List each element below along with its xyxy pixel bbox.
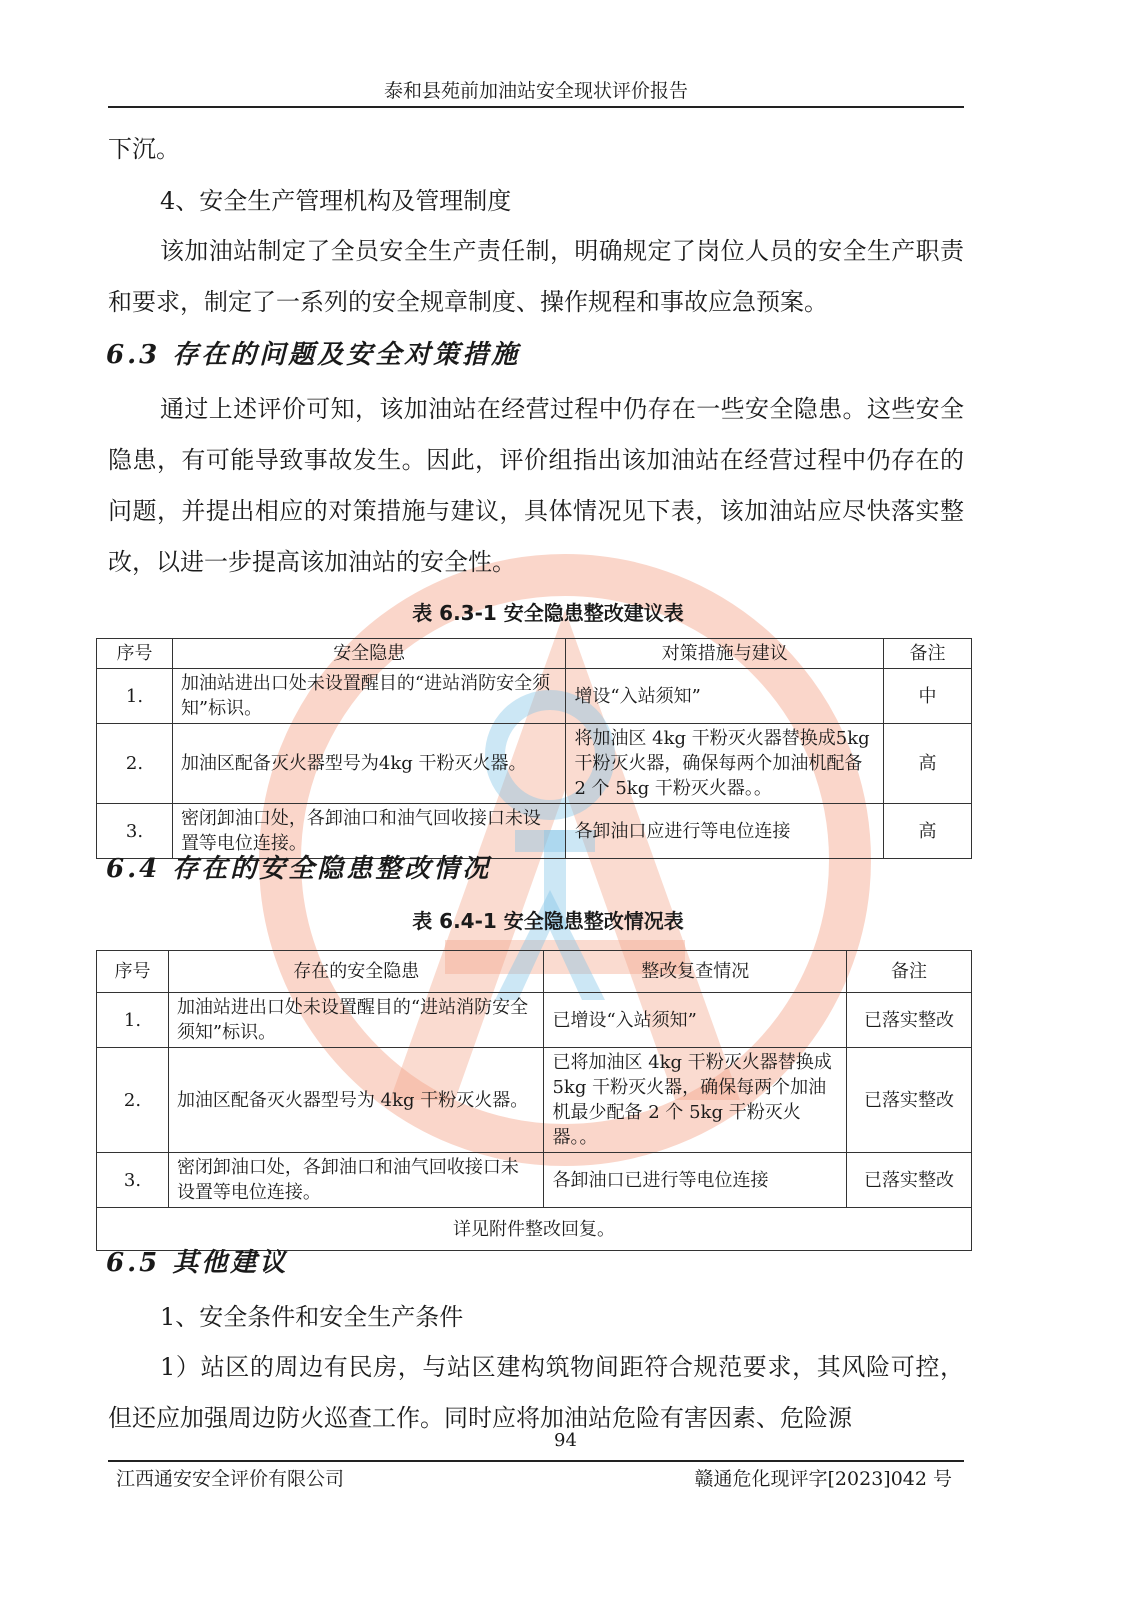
cell-note: 已落实整改 <box>847 1153 972 1208</box>
cell-note: 已落实整改 <box>847 993 972 1048</box>
table-header-row <box>97 951 972 993</box>
cell-note: 中 <box>884 669 972 724</box>
cell-review: 已将加油区 4kg 干粉灭火器替换成 5kg 干粉灭火器，确保每两个加油机最少配备 2 个 5kg 干粉灭火器。。 <box>544 1048 847 1153</box>
table-row <box>97 724 972 804</box>
paragraph-evaluation: 通过上述评价可知，该加油站在经营过程中仍存在一些安全隐患。这些安全隐患，有可能导致事故发生。因此，评价组指出该加油站在经营过程中仍存在的问题，并提出相应的对策措施与建议，具体情况见下表，该加油站应尽快落实整改，以进一步提高该加油站的安全性。 <box>108 395 964 576</box>
table2-caption: 表 6.4-1 安全隐患整改情况表 <box>412 909 684 933</box>
page-header: 泰和县苑前加油站安全现状评价报告 <box>108 76 964 108</box>
cell-index: 3. <box>97 1153 169 1208</box>
cell-hazard: 加油区配备灭火器型号为 4kg 干粉灭火器。 <box>168 1048 544 1153</box>
paragraph-continued: 下沉。 <box>108 135 180 163</box>
cell-note: 高 <box>884 804 972 859</box>
section-heading-6-5: 6.5 其他建议 <box>106 1248 289 1278</box>
cell-hazard: 密闭卸油口处，各卸油口和油气回收接口未设置等电位连接。 <box>168 1153 544 1208</box>
cell-measure: 各卸油口应进行等电位连接 <box>566 804 884 859</box>
cell-note: 高 <box>884 724 972 804</box>
table-row <box>97 993 972 1048</box>
cell-note: 已落实整改 <box>847 1048 972 1153</box>
table-row <box>97 1153 972 1208</box>
cell-hazard: 加油站进出口处未设置醒目的“进站消防安全须知”标识。 <box>172 669 566 724</box>
table-row <box>97 669 972 724</box>
table-row <box>97 1048 972 1153</box>
cell-hazard: 密闭卸油口处，各卸油口和油气回收接口未设置等电位连接。 <box>172 804 566 859</box>
paragraph-site-conditions: 1）站区的周边有民房，与站区建构筑物间距符合规范要求，其风险可控，但还应加强周边防火巡查工作。同时应将加油站危险有害因素、危险源 <box>108 1353 964 1432</box>
cell-index: 2. <box>97 1048 169 1153</box>
table-header-row <box>97 639 972 669</box>
cell-hazard: 加油站进出口处未设置醒目的“进站消防安全须知”标识。 <box>168 993 544 1048</box>
header-cell: 安全隐患 <box>172 639 566 669</box>
page-number: 94 <box>554 1430 577 1451</box>
header-cell: 整改复查情况 <box>544 951 847 993</box>
page-footer <box>108 1460 964 1492</box>
section-heading-6-3: 6.3 存在的问题及安全对策措施 <box>106 340 521 370</box>
cell-index: 1. <box>97 993 169 1048</box>
section-item-1: 1、安全条件和安全生产条件 <box>160 1303 464 1331</box>
footer-company: 江西通安安全评价有限公司 <box>116 1468 345 1490</box>
cell-hazard: 加油区配备灭火器型号为4kg 干粉灭火器。 <box>172 724 566 804</box>
cell-index: 1. <box>97 669 173 724</box>
header-cell: 存在的安全隐患 <box>168 951 544 993</box>
paragraph-management: 该加油站制定了全员安全生产责任制，明确规定了岗位人员的安全生产职责和要求，制定了一系列的安全规章制度、操作规程和事故应急预案。 <box>108 237 964 316</box>
cell-review: 已增设“入站须知” <box>544 993 847 1048</box>
footer-doc-number: 赣通危化现评字[2023]042 号 <box>694 1468 952 1490</box>
section-item-4: 4、安全生产管理机构及管理制度 <box>160 187 512 215</box>
table1-caption: 表 6.3-1 安全隐患整改建议表 <box>412 601 684 625</box>
section-heading-6-4: 6.4 存在的安全隐患整改情况 <box>106 854 492 884</box>
cell-review: 各卸油口已进行等电位连接 <box>544 1153 847 1208</box>
cell-index: 3. <box>97 804 173 859</box>
header-cell: 序号 <box>97 951 169 993</box>
cell-measure: 增设“入站须知” <box>566 669 884 724</box>
cell-index: 2. <box>97 724 173 804</box>
header-cell: 序号 <box>97 639 173 669</box>
cell-measure: 将加油区 4kg 干粉灭火器替换成5kg 干粉灭火器，确保每两个加油机配备 2 个 5kg 干粉灭火器。。 <box>566 724 884 804</box>
table-rectification-suggestions <box>96 638 972 859</box>
header-cell: 对策措施与建议 <box>566 639 884 669</box>
table-rectification-status <box>96 950 972 1251</box>
header-cell: 备注 <box>847 951 972 993</box>
header-cell: 备注 <box>884 639 972 669</box>
cell-footnote: 详见附件整改回复。 <box>97 1208 972 1251</box>
